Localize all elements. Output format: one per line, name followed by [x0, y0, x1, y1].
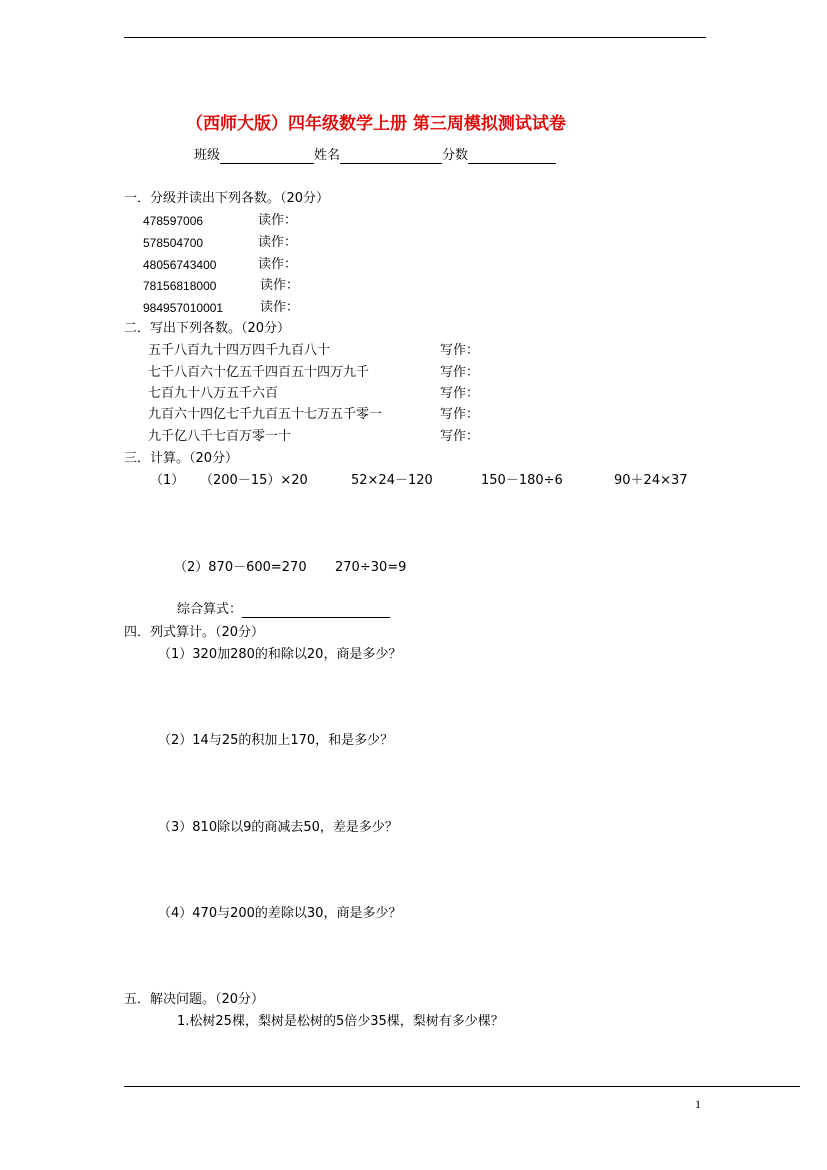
footer-rule: [124, 1086, 800, 1087]
s2-text-2: 七千八百六十亿五千四百五十四万九千: [148, 365, 370, 380]
s3-combined-blank[interactable]: [242, 603, 390, 618]
score-label: 分数: [442, 148, 469, 163]
s1-number-5: 984957010001: [143, 301, 224, 315]
s3-combined-label: 综合算式：: [177, 602, 243, 617]
s2-text-5: 九千亿八千七百万零一十: [148, 429, 292, 444]
section2-heading: 二．写出下列各数。（20分）: [124, 321, 291, 336]
s4-question-2: （2）14与25的积加上170，和是多少？: [158, 733, 394, 748]
header-rule: [124, 37, 706, 38]
section1-heading: 一．分级并读出下列各数。（20分）: [124, 191, 330, 206]
s1-label-5: 读作：: [260, 300, 300, 315]
class-blank[interactable]: [220, 149, 314, 164]
s1-number-1: 478597006: [143, 214, 204, 228]
s4-question-3: （3）810除以9的商减去50，差是多少？: [158, 820, 398, 835]
name-blank[interactable]: [340, 149, 442, 164]
s3-part1-index: （1）: [150, 473, 185, 488]
s2-text-1: 五千八百九十四万四千九百八十: [148, 343, 331, 358]
s1-label-4: 读作：: [260, 278, 300, 293]
s3-part2b: 270÷30=9: [335, 560, 407, 575]
score-blank[interactable]: [468, 149, 556, 164]
section4-heading: 四．列式算计。（20分）: [124, 625, 265, 640]
s2-text-4: 九百六十四亿七千九百五十七万五千零一: [148, 407, 383, 422]
s3-expression-1: （200－15）×20: [200, 473, 308, 488]
s2-label-3: 写作：: [440, 386, 480, 401]
page-number: 1: [695, 1097, 701, 1111]
s3-expression-4: 90＋24×37: [614, 473, 688, 488]
s1-label-3: 读作：: [258, 257, 298, 272]
s1-number-3: 48056743400: [143, 258, 217, 272]
s1-number-4: 78156818000: [143, 279, 217, 293]
s2-label-5: 写作：: [440, 429, 480, 444]
s4-question-1: （1）320加280的和除以20，商是多少？: [158, 647, 402, 662]
section3-heading: 三．计算。（20分）: [124, 451, 239, 466]
s2-label-4: 写作：: [440, 407, 480, 422]
s1-label-1: 读作：: [258, 213, 298, 228]
class-label: 班级: [194, 148, 221, 163]
s1-number-2: 578504700: [143, 236, 204, 250]
s2-text-3: 七百九十八万五千六百: [148, 386, 279, 401]
s3-expression-3: 150－180÷6: [481, 473, 563, 488]
s5-question-1: 1.松树25棵，梨树是松树的5倍少35棵，梨树有多少棵？: [177, 1014, 504, 1029]
s1-label-2: 读作：: [258, 235, 298, 250]
s2-label-1: 写作：: [440, 343, 480, 358]
s3-part2: （2）870－600=270: [174, 560, 307, 575]
s3-combined-line: [177, 602, 390, 618]
student-info-line: [194, 148, 556, 164]
s2-label-2: 写作：: [440, 365, 480, 380]
name-label: 姓名: [314, 148, 341, 163]
section5-heading: 五．解决问题。（20分）: [124, 992, 265, 1007]
s4-question-4: （4）470与200的差除以30，商是多少？: [158, 906, 402, 921]
page-title: （西师大版）四年级数学上册 第三周模拟测试试卷: [186, 114, 566, 134]
s3-expression-2: 52×24－120: [351, 473, 433, 488]
